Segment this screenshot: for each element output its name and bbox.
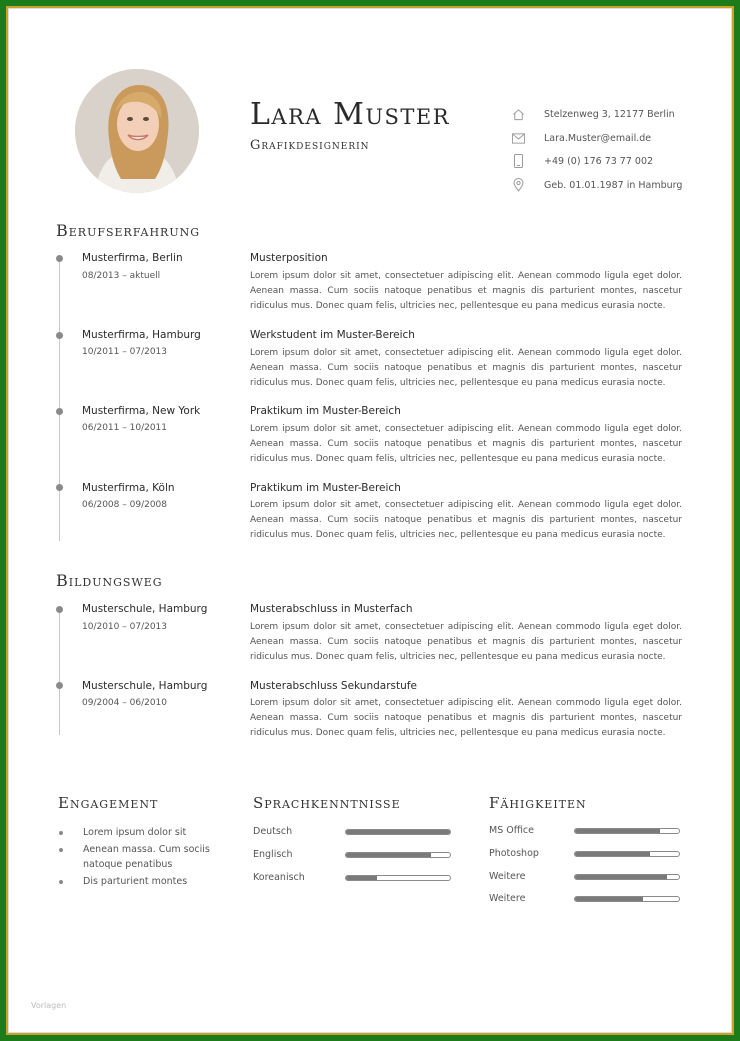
skill-bar [574, 896, 680, 902]
skill-label: MS Office [489, 825, 534, 836]
skill-row [489, 893, 689, 907]
list-item: Dis parturient montes [57, 874, 227, 889]
skill-bar-fill [575, 852, 650, 856]
entry-date: 10/2011 – 07/2013 [82, 347, 167, 357]
entry-org: Musterschule, Hamburg [82, 603, 208, 615]
entry-org: Musterfirma, Berlin [82, 252, 183, 264]
languages-title: Sprachkenntnisse [253, 794, 401, 812]
candidate-role: Grafikdesignerin [250, 138, 370, 153]
language-label: Englisch [253, 849, 293, 860]
experience-timeline [59, 259, 60, 541]
engagement-list [57, 825, 227, 891]
portrait-photo [75, 69, 199, 193]
entry-title: Musterposition [250, 252, 328, 264]
entry-date: 06/2008 – 09/2008 [82, 500, 167, 510]
entry-description: Lorem ipsum dolor sit amet, consectetuer adipiscing elit. Aenean commodo ligula eget dolor. Aenean massa. Cum sociis natoque penatibus et magnis dis parturient montes, nascetur ridiculus mus. Donec quam felis, ultricies nec, pellentesque eu pana medicus eurasia nocte. [250, 271, 682, 311]
timeline-dot [56, 682, 63, 689]
language-bar [345, 829, 451, 835]
language-row [253, 872, 453, 886]
skill-label: Weitere [489, 871, 526, 882]
entry-description: Lorem ipsum dolor sit amet, consectetuer adipiscing elit. Aenean commodo ligula eget dolor. Aenean massa. Cum sociis natoque penatibus et magnis dis parturient montes, nascetur ridiculus mus. Donec quam felis, ultricies nec, pellentesque eu pana medicus eurasia nocte. [250, 500, 682, 540]
education-title: Bildungsweg [56, 571, 163, 590]
contact-email[interactable] [509, 129, 651, 147]
contact-birth [509, 176, 682, 194]
entry-org: Musterfirma, New York [82, 405, 201, 417]
entry-title: Werkstudent im Muster-Bereich [250, 329, 415, 341]
skill-bar [574, 851, 680, 857]
language-bar [345, 875, 451, 881]
location-icon [509, 176, 527, 194]
entry-description: Lorem ipsum dolor sit amet, consectetuer adipiscing elit. Aenean commodo ligula eget dolor. Aenean massa. Cum sociis natoque penatibus et magnis dis parturient montes, nascetur ridiculus mus. Donec quam felis, ultricies nec, pellentesque eu pana medicus eurasia nocte. [250, 622, 682, 662]
entry-date: 10/2010 – 07/2013 [82, 622, 167, 632]
entry-description: Lorem ipsum dolor sit amet, consectetuer adipiscing elit. Aenean commodo ligula eget dolor. Aenean massa. Cum sociis natoque penatibus et magnis dis parturient montes, nascetur ridiculus mus. Donec quam felis, ultricies nec, pellentesque eu pana medicus eurasia nocte. [250, 348, 682, 388]
skill-bar-fill [575, 897, 643, 901]
contact-phone-text: +49 (0) 176 73 77 002 [544, 155, 654, 167]
mail-icon [509, 129, 527, 147]
skill-label: Weitere [489, 893, 526, 904]
entry-title: Praktikum im Muster-Bereich [250, 405, 401, 417]
language-bar [345, 852, 451, 858]
watermark: Vorlagen [31, 1001, 67, 1010]
language-label: Deutsch [253, 826, 293, 837]
timeline-dot [56, 332, 63, 339]
cv-page [8, 8, 732, 1033]
contact-birth-text: Geb. 01.01.1987 in Hamburg [544, 179, 683, 191]
engagement-title: Engagement [58, 794, 159, 812]
skill-row [489, 848, 689, 862]
contact-phone [509, 152, 653, 170]
skill-bar [574, 828, 680, 834]
entry-title: Musterabschluss Sekundarstufe [250, 680, 417, 692]
entry-title: Praktikum im Muster-Bereich [250, 482, 401, 494]
entry-description: Lorem ipsum dolor sit amet, consectetuer adipiscing elit. Aenean commodo ligula eget dolor. Aenean massa. Cum sociis natoque penatibus et magnis dis parturient montes, nascetur ridiculus mus. Donec quam felis, ultricies nec, pellentesque eu pana medicus eurasia nocte. [250, 698, 682, 738]
timeline-dot [56, 484, 63, 491]
entry-org: Musterschule, Hamburg [82, 680, 208, 692]
language-bar-fill [346, 830, 450, 834]
home-icon [509, 105, 527, 123]
contact-address-text: Stelzenweg 3, 12177 Berlin [544, 108, 675, 120]
entry-description: Lorem ipsum dolor sit amet, consectetuer adipiscing elit. Aenean commodo ligula eget dolor. Aenean massa. Cum sociis natoque penatibus et magnis dis parturient montes, nascetur ridiculus mus. Donec quam felis, ultricies nec, pellentesque eu pana medicus eurasia nocte. [250, 424, 682, 464]
skill-bar-fill [575, 875, 667, 879]
entry-date: 09/2004 – 06/2010 [82, 698, 167, 708]
entry-date: 06/2011 – 10/2011 [82, 423, 167, 433]
entry-date: 08/2013 – aktuell [82, 271, 161, 281]
timeline-dot [56, 255, 63, 262]
education-timeline [59, 607, 60, 735]
contact-email-text[interactable]: Lara.Muster@email.de [544, 132, 652, 144]
list-item: Aenean massa. Cum sociis natoque penatibus [57, 842, 227, 872]
language-bar-fill [346, 853, 431, 857]
language-row [253, 849, 453, 863]
entry-title: Musterabschluss in Musterfach [250, 603, 413, 615]
entry-org: Musterfirma, Hamburg [82, 329, 201, 341]
skill-label: Photoshop [489, 848, 539, 859]
phone-icon [509, 152, 527, 170]
skill-bar-fill [575, 829, 660, 833]
list-item: Lorem ipsum dolor sit [57, 825, 227, 840]
candidate-name: Lara Muster [250, 97, 451, 132]
skill-row [489, 871, 689, 885]
skills-title: Fähigkeiten [489, 794, 587, 812]
language-bar-fill [346, 876, 377, 880]
skill-bar [574, 874, 680, 880]
timeline-dot [56, 606, 63, 613]
language-label: Koreanisch [253, 872, 305, 883]
experience-title: Berufserfahrung [56, 221, 200, 240]
timeline-dot [56, 408, 63, 415]
skill-row [489, 825, 689, 839]
entry-org: Musterfirma, Köln [82, 482, 175, 494]
contact-address [509, 105, 675, 123]
language-row [253, 826, 453, 840]
portrait-image [75, 69, 199, 193]
